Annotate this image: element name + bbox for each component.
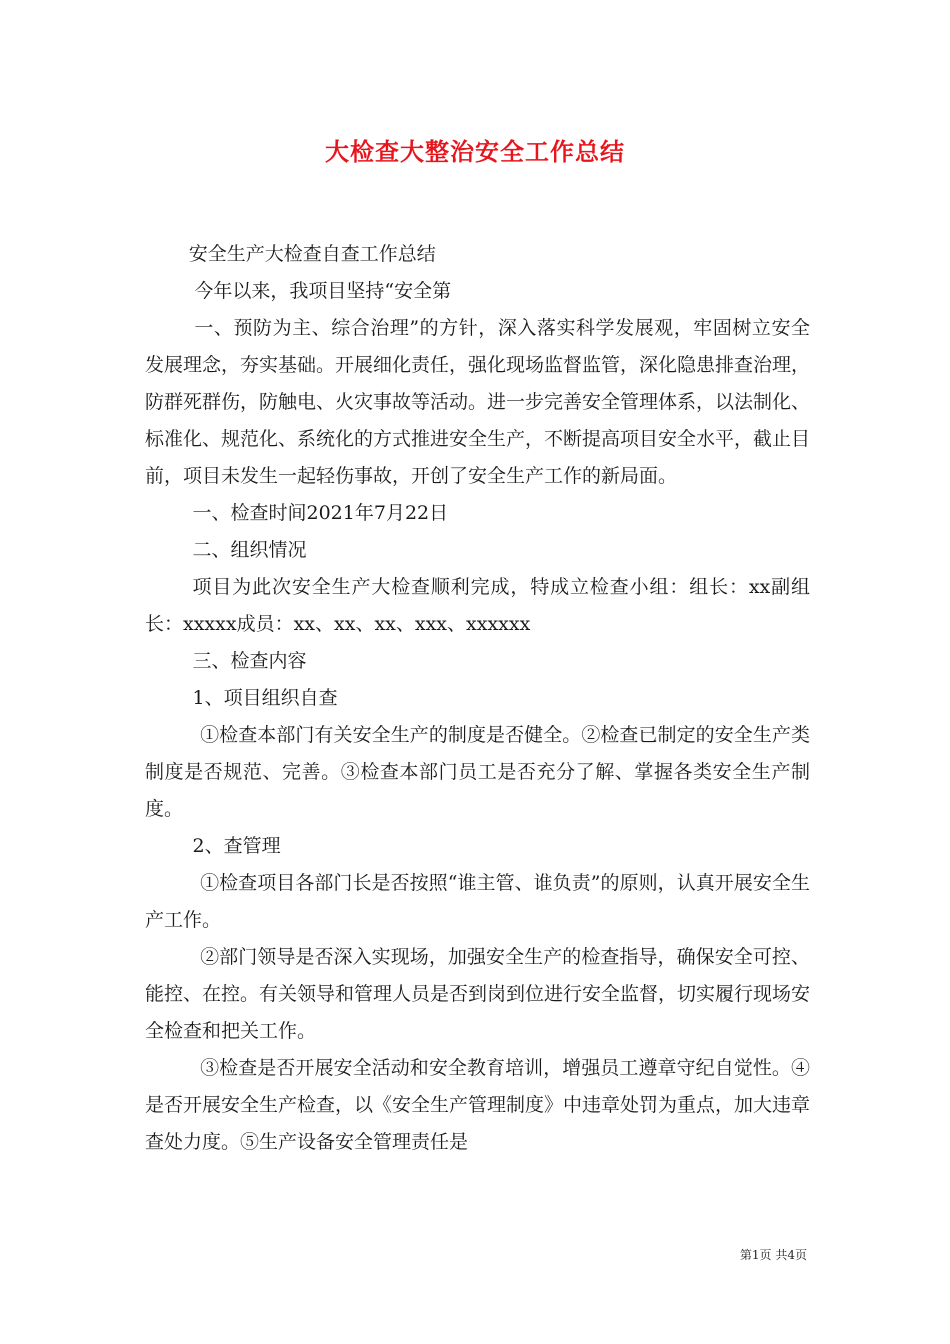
paragraph-subtitle: 安全生产大检查自查工作总结 — [188, 243, 436, 265]
paragraph-self-check-body: ①检查本部门有关安全生产的制度是否健全。②检查已制定的安全生产类制度是否规范、完善。③检查本部门员工是否充分了解、掌握各类安全生产制度。 — [145, 724, 810, 820]
page-footer: 第1页 共4页 — [739, 1248, 807, 1262]
paragraph-management-heading: 2、查管理 — [192, 835, 281, 857]
paragraph-check-time: 一、检查时间2021年7月22日 — [192, 502, 449, 524]
paragraph-organization-body: 项目为此次安全生产大检查顺利完成，特成立检查小组：组长：xx副组长：xxxxx成员：xx、xx、xx、xxx、xxxxxx — [145, 576, 810, 635]
paragraph-intro-body: 一、预防为主、综合治理”的方针，深入落实科学发展观，牢固树立安全发展理念，夯实基础。开展细化责任，强化现场监督监管，深化隐患排查治理，防群死群伤，防触电、火灾事故等活动。进一步完善安全管理体系，以法制化、标准化、规范化、系统化的方式推进安全生产，不断提高项目安全水平，截止目前，项目未发生一起轻伤事故，开创了安全生产工作的新局面。 — [145, 317, 811, 487]
paragraph-management-item-3: ③检查是否开展安全活动和安全教育培训，增强员工遵章守纪自觉性。④是否开展安全生产检查，以《安全生产管理制度》中违章处罚为重点，加大违章查处力度。⑤生产设备安全管理责任是 — [145, 1057, 811, 1153]
document-body — [145, 236, 810, 1161]
document-title: 大检查大整治安全工作总结 — [325, 137, 625, 166]
paragraph-content-heading: 三、检查内容 — [192, 650, 307, 672]
paragraph-self-check-heading: 1、项目组织自查 — [192, 687, 338, 709]
paragraph-management-item-1: ①检查项目各部门长是否按照“谁主管、谁负责”的原则，认真开展安全生产工作。 — [145, 872, 810, 931]
paragraph-organization-heading: 二、组织情况 — [192, 539, 307, 561]
paragraph-intro-start: 今年以来，我项目坚持“安全第 — [194, 280, 452, 302]
paragraph-management-item-2: ②部门领导是否深入实现场，加强安全生产的检查指导，确保安全可控、能控、在控。有关领导和管理人员是否到岗到位进行安全监督，切实履行现场安全检查和把关工作。 — [145, 946, 811, 1042]
